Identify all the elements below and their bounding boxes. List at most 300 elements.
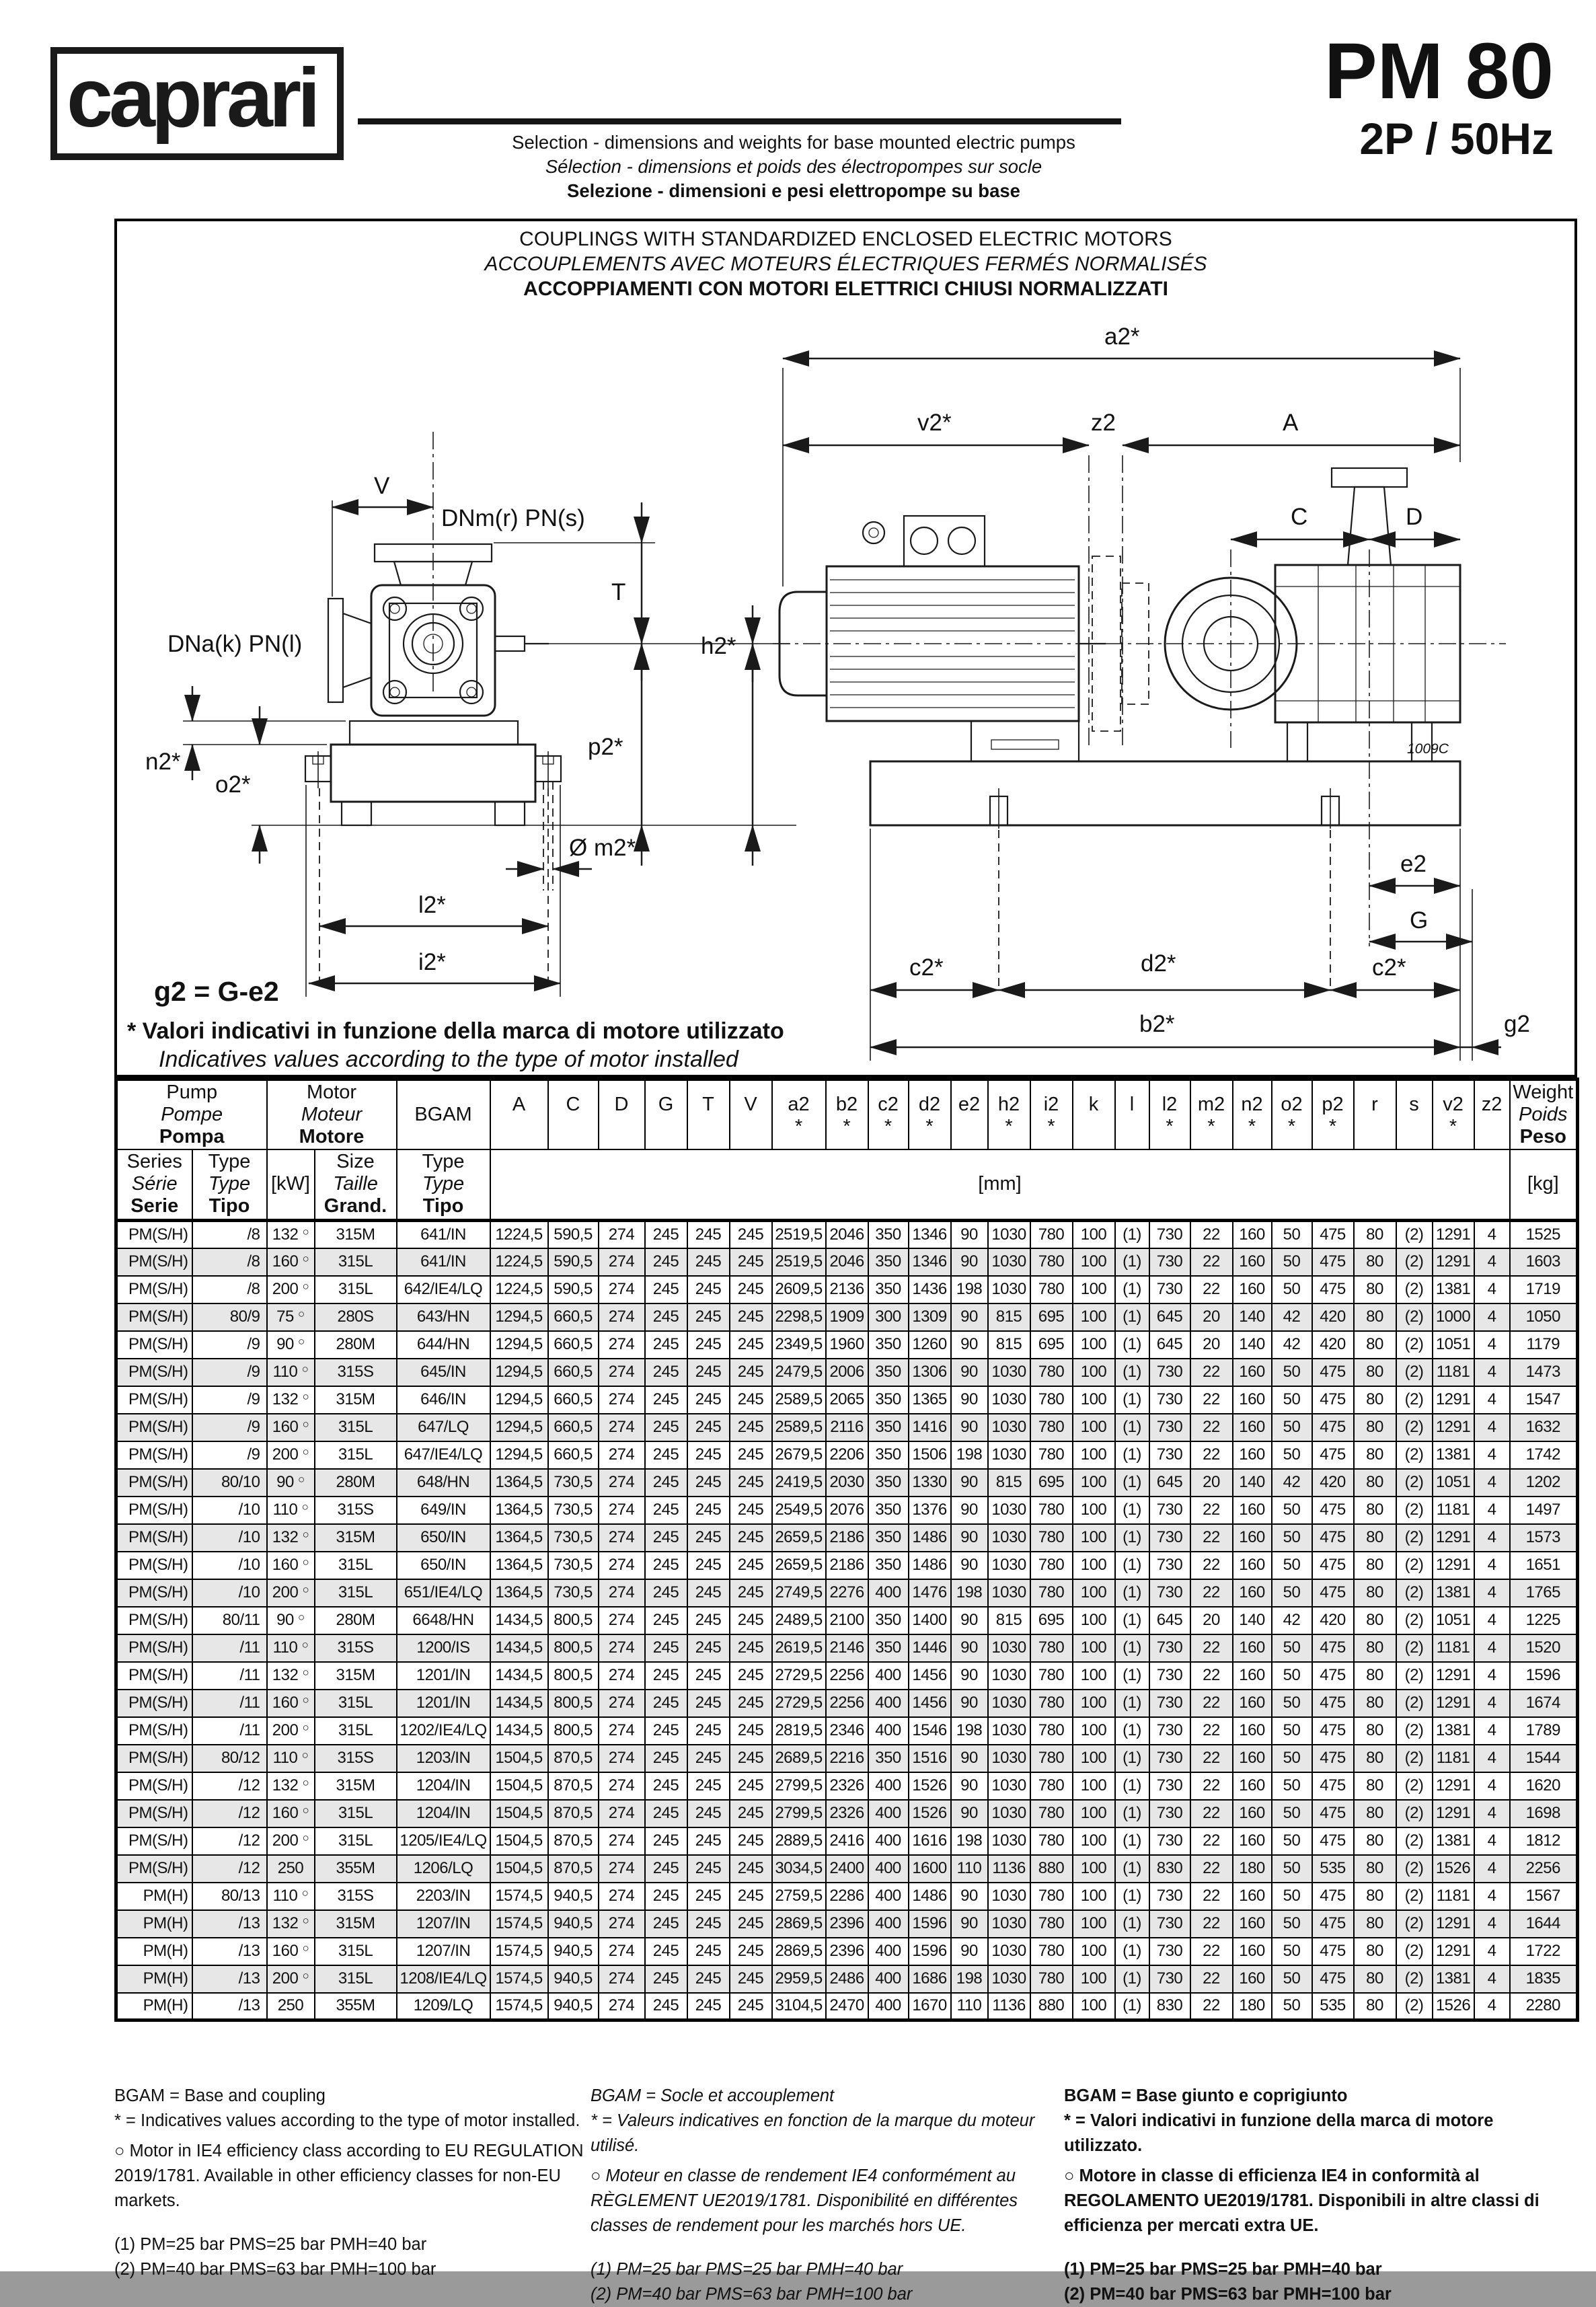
col-header-c2: c2 *: [868, 1080, 909, 1149]
cell-V: 245: [730, 1607, 772, 1634]
cell-k: 100: [1073, 1634, 1115, 1662]
cell-A: 1224,5: [490, 1276, 548, 1303]
cell-o2: 50: [1272, 1855, 1312, 1883]
cell-r: 80: [1354, 1221, 1396, 1248]
cell-weight: 2280: [1510, 1993, 1578, 2020]
cell-k: 100: [1073, 1965, 1115, 1993]
cell-a2: 2519,5: [772, 1248, 826, 1276]
cell-V: 245: [730, 1965, 772, 1993]
cell-d2: 1486: [909, 1883, 951, 1910]
cell-A: 1434,5: [490, 1717, 548, 1745]
cell-V: 245: [730, 1772, 772, 1800]
cell-i2: 880: [1030, 1993, 1073, 2020]
dim-label-z2: z2: [1091, 410, 1116, 436]
table-row: [116, 1993, 1578, 2020]
cell-c2: 350: [868, 1359, 909, 1386]
cell-c2: 400: [868, 1772, 909, 1800]
cell-p2: 475: [1312, 1497, 1354, 1524]
cell-c2: 400: [868, 1910, 909, 1938]
cell-e2: 198: [951, 1441, 988, 1469]
cell-C: 660,5: [548, 1359, 599, 1386]
cell-bgam: 1203/IN: [397, 1745, 490, 1772]
cell-C: 870,5: [548, 1855, 599, 1883]
drawing-title-fr: ACCOUPLEMENTS AVEC MOTEURS ÉLECTRIQUES FERMÉS NORMALISÉS: [484, 253, 1207, 275]
cell-weight: 1742: [1510, 1441, 1578, 1469]
dim-label-m2: Ø m2*: [569, 835, 636, 861]
cell-k: 100: [1073, 1772, 1115, 1800]
cell-e2: 90: [951, 1303, 988, 1331]
cell-n2: 160: [1233, 1827, 1272, 1855]
cell-V: 245: [730, 1579, 772, 1607]
cell-kw: 132 ○: [267, 1221, 315, 1248]
cell-s: (2): [1396, 1855, 1433, 1883]
cell-kw: 200 ○: [267, 1579, 315, 1607]
cell-b2: 2486: [826, 1965, 868, 1993]
cell-o2: 50: [1272, 1745, 1312, 1772]
cell-G: 245: [645, 1552, 687, 1579]
cell-c2: 350: [868, 1248, 909, 1276]
cell-z2: 4: [1474, 1717, 1510, 1745]
cell-G: 245: [645, 1800, 687, 1827]
table-row: [116, 1331, 1578, 1359]
table-row: [116, 1772, 1578, 1800]
cell-n2: 160: [1233, 1965, 1272, 1993]
cell-i2: 780: [1030, 1965, 1073, 1993]
cell-bgam: 651/IE4/LQ: [397, 1579, 490, 1607]
cell-d2: 1596: [909, 1938, 951, 1965]
cell-a2: 2749,5: [772, 1579, 826, 1607]
sub-header-mm: [mm]: [490, 1149, 1510, 1221]
cell-z2: 4: [1474, 1800, 1510, 1827]
ie4-circle-icon: ○: [302, 1694, 309, 1706]
cell-p2: 420: [1312, 1469, 1354, 1497]
cell-D: 274: [599, 1441, 645, 1469]
cell-v2: 1381: [1433, 1965, 1474, 1993]
cell-type: /9: [192, 1414, 267, 1441]
col-header-C: C: [548, 1080, 599, 1149]
cell-i2: 780: [1030, 1662, 1073, 1690]
dim-label-A: A: [1283, 410, 1299, 436]
cell-k: 100: [1073, 1827, 1115, 1855]
cell-v2: 1291: [1433, 1221, 1474, 1248]
cell-p2: 475: [1312, 1386, 1354, 1414]
col-header-V: V: [730, 1080, 772, 1149]
ie4-circle-icon: ○: [1064, 2166, 1075, 2185]
cell-p2: 475: [1312, 1690, 1354, 1717]
cell-o2: 50: [1272, 1497, 1312, 1524]
cell-o2: 42: [1272, 1607, 1312, 1634]
cell-i2: 780: [1030, 1910, 1073, 1938]
cell-T: 245: [687, 1441, 730, 1469]
footnote-fr: [591, 2084, 1061, 2307]
cell-C: 800,5: [548, 1607, 599, 1634]
cell-s: (2): [1396, 1579, 1433, 1607]
cell-a2: 2959,5: [772, 1965, 826, 1993]
dim-label-c2-left: c2*: [909, 954, 944, 981]
cell-h2: 1030: [988, 1938, 1030, 1965]
cell-T: 245: [687, 1607, 730, 1634]
cell-i2: 780: [1030, 1524, 1073, 1552]
cell-h2: 1030: [988, 1662, 1030, 1690]
cell-l2: 645: [1149, 1303, 1190, 1331]
cell-l2: 730: [1149, 1248, 1190, 1276]
dim-label-D: D: [1406, 504, 1423, 530]
cell-C: 940,5: [548, 1993, 599, 2020]
cell-weight: 1050: [1510, 1303, 1578, 1331]
cell-bgam: 641/IN: [397, 1248, 490, 1276]
cell-kw: 132 ○: [267, 1524, 315, 1552]
cell-v2: 1291: [1433, 1414, 1474, 1441]
col-header-k: k: [1073, 1080, 1115, 1149]
cell-n2: 180: [1233, 1993, 1272, 2020]
cell-a2: 2799,5: [772, 1800, 826, 1827]
cell-e2: 198: [951, 1579, 988, 1607]
cell-T: 245: [687, 1386, 730, 1414]
cell-i2: 780: [1030, 1221, 1073, 1248]
cell-v2: 1526: [1433, 1993, 1474, 2020]
cell-l2: 730: [1149, 1662, 1190, 1690]
cell-z2: 4: [1474, 1552, 1510, 1579]
cell-p2: 475: [1312, 1883, 1354, 1910]
cell-b2: 2256: [826, 1690, 868, 1717]
cell-a2: 2729,5: [772, 1662, 826, 1690]
cell-r: 80: [1354, 1303, 1396, 1331]
cell-kw: 250: [267, 1855, 315, 1883]
cell-e2: 90: [951, 1690, 988, 1717]
cell-b2: 2186: [826, 1524, 868, 1552]
cell-T: 245: [687, 1910, 730, 1938]
cell-G: 245: [645, 1827, 687, 1855]
cell-size: 315M: [315, 1221, 397, 1248]
cell-a2: 2589,5: [772, 1386, 826, 1414]
cell-G: 245: [645, 1662, 687, 1690]
cell-l2: 730: [1149, 1690, 1190, 1717]
cell-p2: 475: [1312, 1441, 1354, 1469]
cell-T: 245: [687, 1359, 730, 1386]
cell-z2: 4: [1474, 1883, 1510, 1910]
cell-m2: 22: [1190, 1579, 1233, 1607]
cell-type: /12: [192, 1827, 267, 1855]
cell-C: 800,5: [548, 1634, 599, 1662]
cell-C: 660,5: [548, 1331, 599, 1359]
cell-d2: 1346: [909, 1221, 951, 1248]
cell-l: (1): [1115, 1359, 1149, 1386]
cell-b2: 2276: [826, 1579, 868, 1607]
cell-bgam: 650/IN: [397, 1552, 490, 1579]
cell-l: (1): [1115, 1414, 1149, 1441]
cell-d2: 1309: [909, 1303, 951, 1331]
cell-D: 274: [599, 1800, 645, 1827]
cell-e2: 90: [951, 1469, 988, 1497]
cell-T: 245: [687, 1965, 730, 1993]
cell-l2: 830: [1149, 1855, 1190, 1883]
dim-label-a2: a2*: [1104, 324, 1140, 350]
cell-b2: 2046: [826, 1248, 868, 1276]
cell-D: 274: [599, 1552, 645, 1579]
cell-l2: 645: [1149, 1469, 1190, 1497]
table-row: [116, 1745, 1578, 1772]
cell-o2: 50: [1272, 1359, 1312, 1386]
cell-e2: 90: [951, 1386, 988, 1414]
cell-size: 315S: [315, 1359, 397, 1386]
cell-v2: 1381: [1433, 1276, 1474, 1303]
cell-l: (1): [1115, 1855, 1149, 1883]
cell-d2: 1346: [909, 1248, 951, 1276]
cell-D: 274: [599, 1938, 645, 1965]
cell-o2: 50: [1272, 1524, 1312, 1552]
cell-o2: 50: [1272, 1938, 1312, 1965]
drawing-title: [117, 227, 1574, 301]
cell-e2: 90: [951, 1634, 988, 1662]
cell-d2: 1260: [909, 1331, 951, 1359]
cell-kw: 250: [267, 1993, 315, 2020]
cell-r: 80: [1354, 1634, 1396, 1662]
cell-series: PM(S/H): [116, 1800, 192, 1827]
cell-h2: 815: [988, 1469, 1030, 1497]
cell-size: 315M: [315, 1910, 397, 1938]
cell-n2: 160: [1233, 1910, 1272, 1938]
sub-header-kg: [kg]: [1510, 1149, 1578, 1221]
dim-label-dnm: DNm(r) PN(s): [441, 505, 585, 531]
cell-p2: 475: [1312, 1579, 1354, 1607]
cell-type: /11: [192, 1690, 267, 1717]
cell-l: (1): [1115, 1910, 1149, 1938]
cell-h2: 1030: [988, 1221, 1030, 1248]
cell-kw: 200 ○: [267, 1827, 315, 1855]
cell-r: 80: [1354, 1469, 1396, 1497]
cell-z2: 4: [1474, 1910, 1510, 1938]
cell-a2: 2298,5: [772, 1303, 826, 1331]
cell-m2: 22: [1190, 1800, 1233, 1827]
cell-h2: 1030: [988, 1827, 1030, 1855]
cell-h2: 815: [988, 1303, 1030, 1331]
cell-D: 274: [599, 1331, 645, 1359]
cell-weight: 1547: [1510, 1386, 1578, 1414]
cell-G: 245: [645, 1441, 687, 1469]
cell-z2: 4: [1474, 1690, 1510, 1717]
cell-C: 870,5: [548, 1827, 599, 1855]
cell-type: /12: [192, 1855, 267, 1883]
cell-b2: 2100: [826, 1607, 868, 1634]
cell-b2: 2186: [826, 1552, 868, 1579]
cell-series: PM(S/H): [116, 1690, 192, 1717]
cell-A: 1364,5: [490, 1579, 548, 1607]
footnote-ie4-text: Motor in IE4 efficiency class according to EU REGULATION 2019/1781. Available in other efficiency classes for non-EU markets.: [114, 2142, 584, 2210]
cell-n2: 140: [1233, 1469, 1272, 1497]
cell-T: 245: [687, 1524, 730, 1552]
cell-r: 80: [1354, 1359, 1396, 1386]
subtitle-it: Selezione - dimensioni e pesi elettropompe su base: [567, 180, 1020, 201]
cell-r: 80: [1354, 1524, 1396, 1552]
cell-C: 660,5: [548, 1414, 599, 1441]
cell-size: 355M: [315, 1993, 397, 2020]
cell-s: (2): [1396, 1634, 1433, 1662]
cell-bgam: 1201/IN: [397, 1690, 490, 1717]
cell-m2: 22: [1190, 1662, 1233, 1690]
cell-size: 315L: [315, 1690, 397, 1717]
cell-V: 245: [730, 1634, 772, 1662]
cell-h2: 1030: [988, 1690, 1030, 1717]
cell-p2: 420: [1312, 1303, 1354, 1331]
cell-l2: 730: [1149, 1827, 1190, 1855]
col-header-G: G: [645, 1080, 687, 1149]
dim-label-G: G: [1410, 907, 1429, 934]
cell-l: (1): [1115, 1800, 1149, 1827]
cell-s: (2): [1396, 1359, 1433, 1386]
cell-bgam: 1204/IN: [397, 1772, 490, 1800]
cell-kw: 160 ○: [267, 1248, 315, 1276]
cell-D: 274: [599, 1827, 645, 1855]
col-header-h2: h2 *: [988, 1080, 1030, 1149]
cell-A: 1294,5: [490, 1331, 548, 1359]
cell-kw: 110 ○: [267, 1745, 315, 1772]
dim-label-e2: e2: [1400, 851, 1427, 877]
cell-v2: 1291: [1433, 1938, 1474, 1965]
cell-p2: 475: [1312, 1800, 1354, 1827]
cell-z2: 4: [1474, 1221, 1510, 1248]
cell-A: 1504,5: [490, 1855, 548, 1883]
cell-n2: 160: [1233, 1800, 1272, 1827]
cell-v2: 1051: [1433, 1469, 1474, 1497]
cell-m2: 22: [1190, 1524, 1233, 1552]
ie4-circle-icon: ○: [302, 1225, 309, 1238]
cell-d2: 1456: [909, 1690, 951, 1717]
drawing-title-it: ACCOPPIAMENTI CON MOTORI ELETTRICI CHIUSI NORMALIZZATI: [523, 278, 1168, 300]
cell-c2: 350: [868, 1386, 909, 1414]
cell-series: PM(S/H): [116, 1524, 192, 1552]
cell-c2: 350: [868, 1276, 909, 1303]
cell-G: 245: [645, 1359, 687, 1386]
footnote-ie4-text: Motore in classe di efficienza IE4 in conformità al REGOLAMENTO UE2019/1781. Disponibili in altre classi di efficienza per mercati extra UE.: [1064, 2166, 1540, 2235]
cell-V: 245: [730, 1993, 772, 2020]
cell-c2: 350: [868, 1552, 909, 1579]
cell-A: 1574,5: [490, 1965, 548, 1993]
cell-h2: 1030: [988, 1497, 1030, 1524]
cell-h2: 1030: [988, 1717, 1030, 1745]
cell-series: PM(S/H): [116, 1469, 192, 1497]
cell-bgam: 1204/IN: [397, 1800, 490, 1827]
cell-kw: 160 ○: [267, 1800, 315, 1827]
cell-p2: 475: [1312, 1221, 1354, 1248]
cell-c2: 400: [868, 1938, 909, 1965]
cell-C: 730,5: [548, 1552, 599, 1579]
cell-weight: 1544: [1510, 1745, 1578, 1772]
cell-e2: 198: [951, 1965, 988, 1993]
cell-k: 100: [1073, 1331, 1115, 1359]
cell-A: 1574,5: [490, 1883, 548, 1910]
cell-l2: 730: [1149, 1552, 1190, 1579]
cell-d2: 1456: [909, 1662, 951, 1690]
cell-series: PM(S/H): [116, 1303, 192, 1331]
cell-G: 245: [645, 1690, 687, 1717]
ie4-circle-icon: ○: [302, 1418, 309, 1431]
dim-label-T: T: [611, 579, 626, 605]
cell-G: 245: [645, 1607, 687, 1634]
cell-n2: 160: [1233, 1772, 1272, 1800]
cell-size: 315L: [315, 1414, 397, 1441]
table-row: [116, 1883, 1578, 1910]
table-row: [116, 1469, 1578, 1497]
cell-e2: 198: [951, 1276, 988, 1303]
table-row: [116, 1965, 1578, 1993]
table-row: [116, 1221, 1578, 1248]
cell-kw: 132 ○: [267, 1662, 315, 1690]
cell-e2: 90: [951, 1607, 988, 1634]
cell-c2: 350: [868, 1469, 909, 1497]
cell-i2: 780: [1030, 1248, 1073, 1276]
footnote-pressure-1: (1) PM=25 bar PMS=25 bar PMH=40 bar: [114, 2235, 427, 2254]
table-row: [116, 1414, 1578, 1441]
g2-formula: g2 = G-e2: [154, 976, 279, 1007]
footnote-line: BGAM = Base and coupling: [114, 2086, 326, 2105]
cell-l2: 730: [1149, 1441, 1190, 1469]
cell-m2: 22: [1190, 1276, 1233, 1303]
cell-a2: 2659,5: [772, 1524, 826, 1552]
cell-type: /11: [192, 1662, 267, 1690]
cell-A: 1364,5: [490, 1497, 548, 1524]
cell-a2: 2889,5: [772, 1827, 826, 1855]
cell-kw: 200 ○: [267, 1717, 315, 1745]
cell-o2: 42: [1272, 1303, 1312, 1331]
cell-d2: 1526: [909, 1800, 951, 1827]
cell-A: 1574,5: [490, 1910, 548, 1938]
product-title: PM 80: [1324, 27, 1554, 116]
col-header-a2: a2 *: [772, 1080, 826, 1149]
cell-s: (2): [1396, 1690, 1433, 1717]
cell-A: 1504,5: [490, 1800, 548, 1827]
cell-A: 1294,5: [490, 1359, 548, 1386]
cell-size: 315L: [315, 1965, 397, 1993]
cell-V: 245: [730, 1938, 772, 1965]
footnote-pressure-2: (2) PM=40 bar PMS=63 bar PMH=100 bar: [1064, 2285, 1392, 2304]
cell-r: 80: [1354, 1662, 1396, 1690]
cell-v2: 1291: [1433, 1800, 1474, 1827]
cell-l: (1): [1115, 1883, 1149, 1910]
table-row: [116, 1717, 1578, 1745]
cell-kw: 110 ○: [267, 1359, 315, 1386]
cell-series: PM(S/H): [116, 1662, 192, 1690]
col-header-A: A: [490, 1080, 548, 1149]
cell-kw: 132 ○: [267, 1772, 315, 1800]
indicative-note-bold: * Valori indicativi in funzione della marca di motore utilizzato: [127, 1018, 784, 1044]
cell-v2: 1291: [1433, 1910, 1474, 1938]
drawing-panel: [114, 219, 1577, 1077]
cell-i2: 695: [1030, 1331, 1073, 1359]
cell-m2: 22: [1190, 1690, 1233, 1717]
cell-T: 245: [687, 1800, 730, 1827]
table-row: [116, 1662, 1578, 1690]
cell-l: (1): [1115, 1634, 1149, 1662]
table-row: [116, 1359, 1578, 1386]
cell-bgam: 642/IE4/LQ: [397, 1276, 490, 1303]
cell-V: 245: [730, 1386, 772, 1414]
cell-c2: 400: [868, 1883, 909, 1910]
cell-d2: 1506: [909, 1441, 951, 1469]
cell-T: 245: [687, 1772, 730, 1800]
cell-D: 274: [599, 1524, 645, 1552]
cell-r: 80: [1354, 1855, 1396, 1883]
cell-D: 274: [599, 1497, 645, 1524]
cell-d2: 1526: [909, 1772, 951, 1800]
cell-l: (1): [1115, 1690, 1149, 1717]
dim-label-V: V: [374, 473, 390, 499]
cell-G: 245: [645, 1745, 687, 1772]
cell-m2: 22: [1190, 1772, 1233, 1800]
cell-T: 245: [687, 1469, 730, 1497]
cell-b2: 2346: [826, 1717, 868, 1745]
cell-c2: 400: [868, 1690, 909, 1717]
cell-A: 1364,5: [490, 1524, 548, 1552]
